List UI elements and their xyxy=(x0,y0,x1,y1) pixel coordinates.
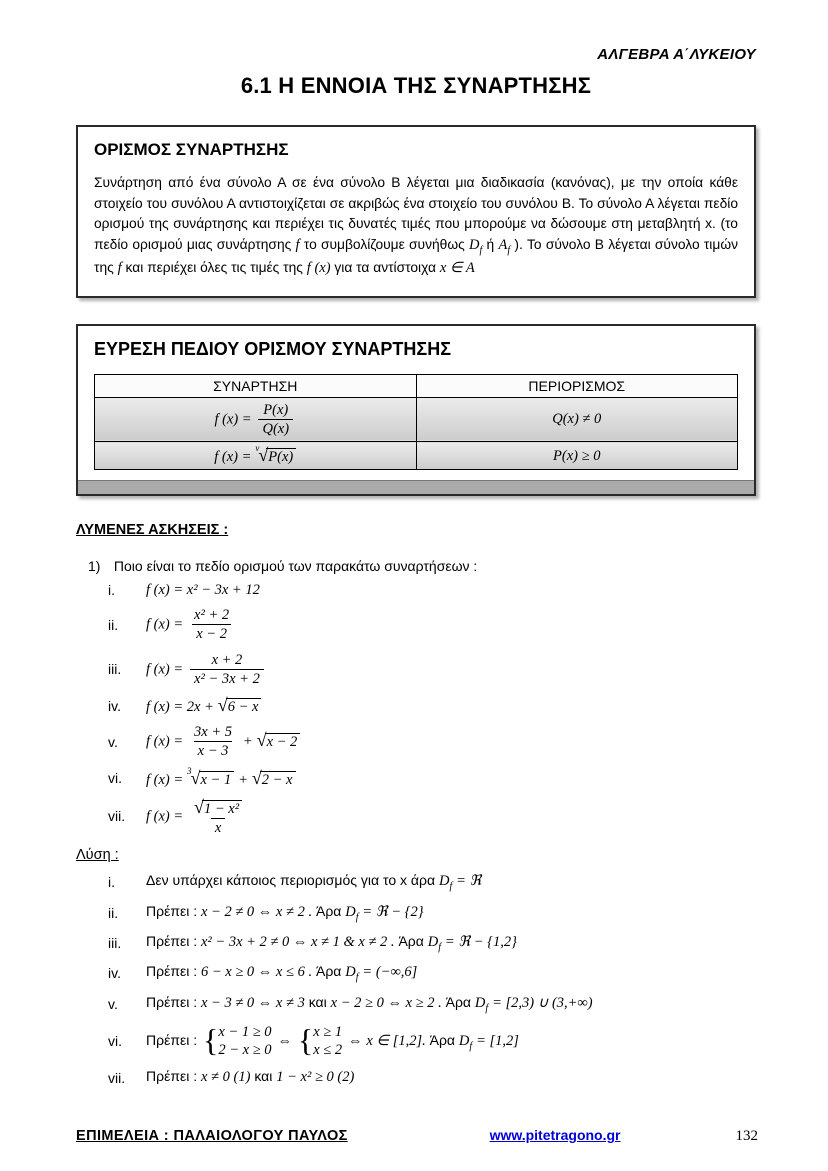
result-formula: = ℜ − {2} xyxy=(362,903,424,920)
fraction-numerator: P(x) xyxy=(263,401,289,418)
item-label: vi. xyxy=(108,770,122,787)
item-formula xyxy=(146,723,756,760)
table-header-row xyxy=(95,374,738,397)
item-label: vii. xyxy=(108,1069,126,1086)
exercise-item-iv xyxy=(76,695,756,716)
and-word: και xyxy=(308,993,327,1010)
symbol-d: D xyxy=(474,994,486,1011)
plus-operator: + xyxy=(242,733,253,750)
fraction xyxy=(190,797,246,837)
column-header-restriction: ΠΕΡΙΟΡΙΣΜΟΣ xyxy=(416,374,738,397)
radicand: 2 − x xyxy=(260,771,296,788)
symbol-df-sub: f xyxy=(438,941,442,953)
condition-formula: x − 2 ≠ 0 ⇔ x ≠ 2 . xyxy=(201,903,313,920)
and-word: και xyxy=(254,1068,273,1085)
plus-operator: + xyxy=(238,771,248,788)
definition-text-part: Συνάρτηση από ένα σύνολο Α σε ένα σύνολο Β λέγεται μια διαδικασία (κανόνας), με την οποία κάθε στοιχείο του συνόλου Α αντιστοιχίζεται σε ακριβώς ένα στοιχείο του συνόλου Β. Το σύνολο Α λέγεται πεδίο ορισμού της συνάρτησης και περιέχει τις δυνατές τιμές που μπορούμε να δώσουμε στη μεταβλητή x. (το πεδίο ορισμού μιας συνάρτησης xyxy=(94,175,738,253)
symbol-d: D xyxy=(438,873,450,890)
symbol-x-in-a: x ∈ A xyxy=(439,259,475,276)
equation-system xyxy=(298,1023,342,1059)
fraction xyxy=(258,402,293,437)
radicand: x − 1 xyxy=(199,771,235,788)
restriction-cell xyxy=(416,442,738,470)
item-label: vii. xyxy=(108,808,126,825)
solution-line-vii xyxy=(76,1067,756,1088)
formula-prefix: f (x) = xyxy=(146,808,184,825)
formula-prefix: f (x) = xyxy=(146,616,184,633)
table-row xyxy=(95,442,738,470)
editor-credit: ΕΠΙΜΕΛΕΙΑ : ΠΑΛΑΙΟΛΟΓΟΥ ΠΑΥΛΟΣ xyxy=(76,1128,348,1144)
item-label: v. xyxy=(108,733,118,750)
restriction-cell xyxy=(416,397,738,441)
item-label: iv. xyxy=(108,697,121,714)
condition-formula: x ∈ [1,2]. xyxy=(366,1032,426,1049)
item-formula xyxy=(146,695,756,716)
formula-prefix: f (x) = xyxy=(146,771,184,788)
definition-box-title: ΟΡΙΣΜΟΣ ΣΥΝΑΡΤΗΣΗΣ xyxy=(94,140,289,159)
radical xyxy=(252,768,296,789)
condition-formula: x − 2 ≥ 0 ⇔ x ≥ 2 . xyxy=(330,994,442,1011)
symbol-df xyxy=(469,237,483,256)
solution-line-v xyxy=(76,993,756,1015)
symbol-d: D xyxy=(458,1032,470,1049)
solution-text xyxy=(146,932,756,954)
fraction-denominator: x xyxy=(211,818,225,836)
symbol-df-sub: f xyxy=(355,972,359,984)
result-formula: = (−∞,6] xyxy=(362,964,418,981)
system-line: x ≥ 1 xyxy=(313,1024,343,1041)
formula-prefix: f (x) = xyxy=(146,661,184,678)
fraction-denominator: x² − 3x + 2 xyxy=(190,669,264,687)
item-label: iii. xyxy=(108,661,122,678)
solution-line-iv xyxy=(76,962,756,984)
radical xyxy=(194,797,242,817)
symbol-df xyxy=(458,1032,473,1052)
formula-prefix: f (x) = xyxy=(214,411,252,428)
radical xyxy=(255,445,296,466)
item-label: vi. xyxy=(108,1033,122,1050)
result-formula: = ℜ xyxy=(456,873,482,890)
item-label: v. xyxy=(108,995,118,1012)
exercise-item-vii xyxy=(76,796,756,838)
function-cell xyxy=(95,442,417,470)
symbol-d: D xyxy=(469,237,480,254)
radicand: x − 2 xyxy=(265,733,301,750)
conclusion-word: Άρα xyxy=(315,963,342,980)
symbol-f: f xyxy=(117,259,122,276)
solution-text xyxy=(146,902,756,924)
item-label: iv. xyxy=(108,965,121,982)
symbol-d: D xyxy=(345,903,356,920)
result-formula: = ℜ − {1,2} xyxy=(444,933,517,950)
solution-statement: Δεν υπάρχει κάποιος περιορισμός για το x άρα xyxy=(146,872,436,889)
table-row xyxy=(95,397,738,441)
symbol-df-sub: f xyxy=(469,1040,473,1052)
page-footer xyxy=(76,1127,758,1145)
formula-prefix: f (x) = 2x + xyxy=(146,699,214,716)
exercise-item-vi xyxy=(76,765,756,789)
item-formula xyxy=(146,765,756,789)
solution-heading: Λύση : xyxy=(76,847,119,864)
iff-arrow: ⇔ xyxy=(277,1032,292,1049)
document-header: ΑΛΓΕΒΡΑ Α΄ΛΥΚΕΙΟΥ xyxy=(597,46,756,63)
symbol-df xyxy=(438,873,453,892)
condition-formula: x − 3 ≠ 0 ⇔ x ≠ 3 xyxy=(201,994,305,1011)
item-label: i. xyxy=(108,582,115,599)
system-line: x − 1 ≥ 0 xyxy=(218,1024,272,1041)
page-title: 6.1 Η ΕΝΝΟΙΑ ΤΗΣ ΣΥΝΑΡΤΗΣΗΣ xyxy=(240,73,592,98)
fraction-denominator: Q(x) xyxy=(258,419,293,437)
question-number: 1) xyxy=(88,558,101,575)
decorative-bar xyxy=(78,480,754,494)
item-label: iii. xyxy=(108,935,122,952)
solution-line-ii xyxy=(76,902,756,924)
brace-icon xyxy=(203,1024,218,1058)
equation-system xyxy=(203,1023,272,1059)
root-index: 3 xyxy=(187,765,192,776)
solution-statement: Πρέπει : xyxy=(146,902,198,919)
solution-statement: Πρέπει : xyxy=(146,1031,198,1048)
restriction-formula: P(x) ≥ 0 xyxy=(553,447,601,464)
solution-line-vi xyxy=(76,1023,756,1059)
conclusion-word: Άρα xyxy=(429,1031,456,1048)
fraction-numerator xyxy=(190,797,246,818)
symbol-af xyxy=(498,237,511,256)
conclusion-word: Άρα xyxy=(445,993,472,1010)
fraction-denominator: x − 3 xyxy=(194,741,233,759)
system-line: x ≤ 2 xyxy=(313,1042,343,1059)
condition-formula: 1 − x² ≥ 0 (2) xyxy=(276,1069,355,1086)
function-cell xyxy=(95,397,417,441)
exercise-item-iii xyxy=(76,651,756,688)
symbol-df xyxy=(345,964,359,984)
symbol-df xyxy=(474,994,489,1014)
symbol-df xyxy=(345,903,359,923)
definition-text-part: ). Το σύνολο Β λέγεται σύνολο τιμών της xyxy=(94,237,738,275)
fraction-numerator: x + 2 xyxy=(211,651,243,668)
iff-arrow: ⇔ xyxy=(347,1032,363,1049)
exercise-item-v xyxy=(76,723,756,760)
symbol-fx: f (x) xyxy=(306,259,331,276)
fraction-numerator: 3x + 5 xyxy=(194,724,233,741)
symbol-d: D xyxy=(345,964,356,981)
system-line: 2 − x ≥ 0 xyxy=(218,1042,272,1059)
radicand: 1 − x² xyxy=(202,800,242,817)
item-label: ii. xyxy=(108,904,119,921)
symbol-df xyxy=(427,933,442,953)
radical xyxy=(257,730,301,751)
radical xyxy=(187,765,234,789)
solution-text xyxy=(146,962,756,984)
formula-prefix: f (x) = xyxy=(214,449,252,466)
fraction-numerator: x² + 2 xyxy=(194,607,230,624)
definition-text-part: ή xyxy=(486,237,495,253)
solution-line-iii xyxy=(76,932,756,954)
item-formula xyxy=(146,581,756,599)
website-link[interactable]: www.pitetragono.gr xyxy=(489,1127,621,1143)
radicand: P(x) xyxy=(266,448,296,465)
exercise-item-ii xyxy=(76,606,756,643)
solution-text xyxy=(146,993,756,1015)
condition-formula: x ≠ 0 (1) xyxy=(201,1069,251,1086)
definition-text-part: το συμβολίζουμε συνήθως xyxy=(303,237,465,253)
definition-text-part: και περιέχει όλες τις τιμές της xyxy=(125,259,303,275)
item-formula xyxy=(146,651,756,688)
symbol-df-sub: f xyxy=(479,244,483,256)
symbol-df-sub: f xyxy=(485,1002,489,1014)
formula: f (x) = x² − 3x + 12 xyxy=(146,582,260,599)
conclusion-word: Άρα xyxy=(398,932,424,949)
condition-formula: 6 − x ≥ 0 ⇔ x ≤ 6 . xyxy=(201,964,313,981)
domain-box xyxy=(76,324,756,496)
domain-box-title: ΕΥΡΕΣΗ ΠΕΔΙΟΥ ΟΡΙΣΜΟΥ ΣΥΝΑΡΤΗΣΗΣ xyxy=(94,338,451,359)
item-label: i. xyxy=(108,874,115,891)
condition-formula: x² − 3x + 2 ≠ 0 ⇔ x ≠ 1 & x ≠ 2 . xyxy=(201,933,395,950)
solution-text xyxy=(146,1023,756,1059)
result-formula: = [2,3) ∪ (3,+∞) xyxy=(492,994,593,1011)
symbol-f: f xyxy=(295,237,300,254)
question-text: Ποιο είναι το πεδίο ορισμού των παρακάτω συναρτήσεων : xyxy=(113,558,478,575)
solution-text xyxy=(146,1067,756,1088)
result-formula: = [1,2] xyxy=(476,1032,519,1049)
formula-prefix: f (x) = xyxy=(146,733,184,750)
restriction-formula: Q(x) ≠ 0 xyxy=(552,411,602,428)
solution-statement: Πρέπει : xyxy=(146,1068,198,1085)
conclusion-word: Άρα xyxy=(315,902,342,919)
definition-box xyxy=(76,125,756,298)
fraction-denominator: x − 2 xyxy=(192,624,231,642)
symbol-a: A xyxy=(498,237,508,254)
item-formula xyxy=(146,606,756,643)
item-formula xyxy=(146,796,756,838)
solved-exercises-heading: ΛΥΜΕΝΕΣ ΑΣΚΗΣΕΙΣ : xyxy=(76,522,229,539)
question-1 xyxy=(76,558,756,574)
symbol-af-sub: f xyxy=(507,244,511,256)
root-index: ν xyxy=(255,443,260,454)
radicand: 6 − x xyxy=(226,698,262,715)
radical xyxy=(218,695,262,716)
fraction xyxy=(190,724,236,759)
brace-icon xyxy=(298,1024,313,1058)
solution-text xyxy=(146,871,756,893)
fraction xyxy=(190,652,264,687)
symbol-df-sub: f xyxy=(355,911,359,923)
symbol-df-sub: f xyxy=(449,881,453,892)
column-header-function: ΣΥΝΑΡΤΗΣΗ xyxy=(95,374,417,397)
symbol-d: D xyxy=(427,933,439,950)
fraction xyxy=(190,607,233,642)
definition-text-part: για τα αντίστοιχα xyxy=(334,259,436,275)
item-label: ii. xyxy=(108,616,119,633)
page-number: 132 xyxy=(735,1128,758,1144)
domain-box-inner xyxy=(78,326,754,470)
solution-line-i xyxy=(76,871,756,893)
solution-statement: Πρέπει : xyxy=(146,993,198,1010)
solution-statement: Πρέπει : xyxy=(146,963,198,980)
domain-table xyxy=(94,374,738,470)
solution-statement: Πρέπει : xyxy=(146,932,198,949)
definition-text xyxy=(94,173,738,280)
exercise-item-i xyxy=(76,581,756,599)
